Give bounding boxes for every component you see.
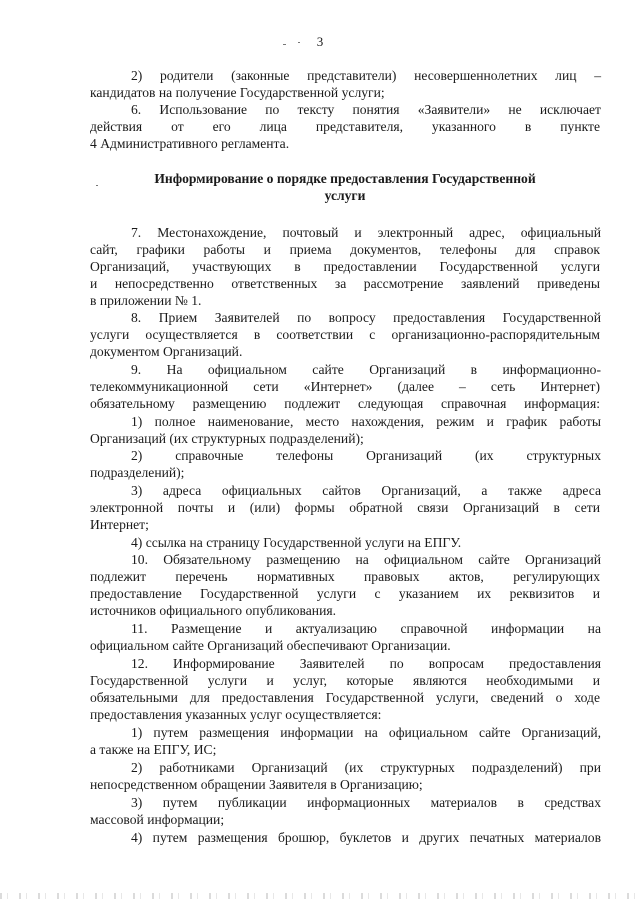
text-line: электронной почты и (или) формы обратной связи Организаций в сети: [90, 500, 600, 515]
text-line: 4 Административного регламента.: [90, 136, 290, 151]
scan-noise-strip: [0, 893, 640, 899]
text-line: предоставление Государственной услуги с указанием их реквизитов и: [90, 586, 600, 601]
text-line: 6. Использование по тексту понятия «Заявители» не исключает: [131, 102, 601, 117]
text-line: кандидатов на получение Государственной услуги;: [90, 85, 385, 100]
text-line: подлежит перечень нормативных правовых актов, регулирующих: [90, 569, 600, 584]
text-line: официальном сайте Организаций обеспечивают Организации.: [90, 638, 451, 653]
text-line: 4) ссылка на страницу Государственной услуги на ЕПГУ.: [131, 535, 462, 550]
text-line: в приложении № 1.: [90, 293, 202, 308]
text-line: телекоммуникационной сети «Интернет» (далее – сеть Интернет): [90, 379, 600, 394]
text-line: 2) справочные телефоны Организаций (их структурных: [131, 448, 601, 463]
text-line: Организаций, участвующих в предоставлении Государственной услуги: [90, 259, 600, 274]
text-line: подразделений);: [90, 465, 185, 480]
section-heading-line-1: Информирование о порядке предоставления Государственной: [154, 171, 536, 186]
text-line: сайт, графики работы и приема документов, телефоны для справок: [90, 242, 600, 257]
text-line: 11. Размещение и актуализацию справочной информации на: [131, 621, 601, 636]
text-line: 7. Местонахождение, почтовый и электронный адрес, официальный: [131, 225, 601, 240]
text-line: обязательными для предоставления Государственной услуги, сведений о ходе: [90, 690, 600, 705]
text-line: Интернет;: [90, 517, 149, 532]
text-line: Организаций (их структурных подразделений);: [90, 431, 364, 446]
text-line: документом Организаций.: [90, 344, 243, 359]
text-line: 2) работниками Организаций (их структурных подразделений) при: [131, 760, 601, 775]
text-line: 4) путем размещения брошюр, буклетов и других печатных материалов: [131, 830, 601, 845]
text-line: 10. Обязательному размещению на официальном сайте Организаций: [131, 552, 601, 567]
text-line: 1) полное наименование, место нахождения, режим и график работы: [131, 414, 601, 429]
text-line: 3) адреса официальных сайтов Организаций, а также адреса: [131, 483, 601, 498]
text-line: источников официального опубликования.: [90, 603, 337, 618]
text-line: 2) родители (законные представители) несовершеннолетних лиц –: [131, 68, 601, 83]
text-line: действия от его лица представителя, указанного в пункте: [90, 119, 600, 134]
text-line: предоставления указанных услуг осуществляется:: [90, 707, 382, 722]
text-line: 12. Информирование Заявителей по вопросам предоставления: [131, 656, 601, 671]
text-line: и непосредственно ответственных за рассмотрение заявлений приведены: [90, 276, 600, 291]
text-line: массовой информации;: [90, 812, 225, 827]
page-number: 3: [316, 34, 324, 49]
text-line: 3) путем публикации информационных материалов в средствах: [131, 795, 601, 810]
text-line: услуги осуществляется в соответствии с организационно-распорядительным: [90, 327, 600, 342]
scan-speck: [298, 42, 300, 43]
text-line: а также на ЕПГУ, ИС;: [90, 742, 217, 757]
text-line: 9. На официальном сайте Организаций в информационно-: [131, 362, 601, 377]
text-line: 8. Прием Заявителей по вопросу предоставления Государственной: [131, 310, 601, 325]
text-line: 1) путем размещения информации на официальном сайте Организаций,: [131, 725, 601, 740]
text-line: непосредственном обращении Заявителя в Организацию;: [90, 777, 423, 792]
text-line: обязательному размещению подлежит следующая справочная информация:: [90, 396, 600, 411]
section-heading-line-2: услуги: [324, 188, 366, 203]
text-line: Государственной услуги и услуг, которые являются необходимыми и: [90, 673, 600, 688]
scan-speck: [283, 44, 286, 45]
